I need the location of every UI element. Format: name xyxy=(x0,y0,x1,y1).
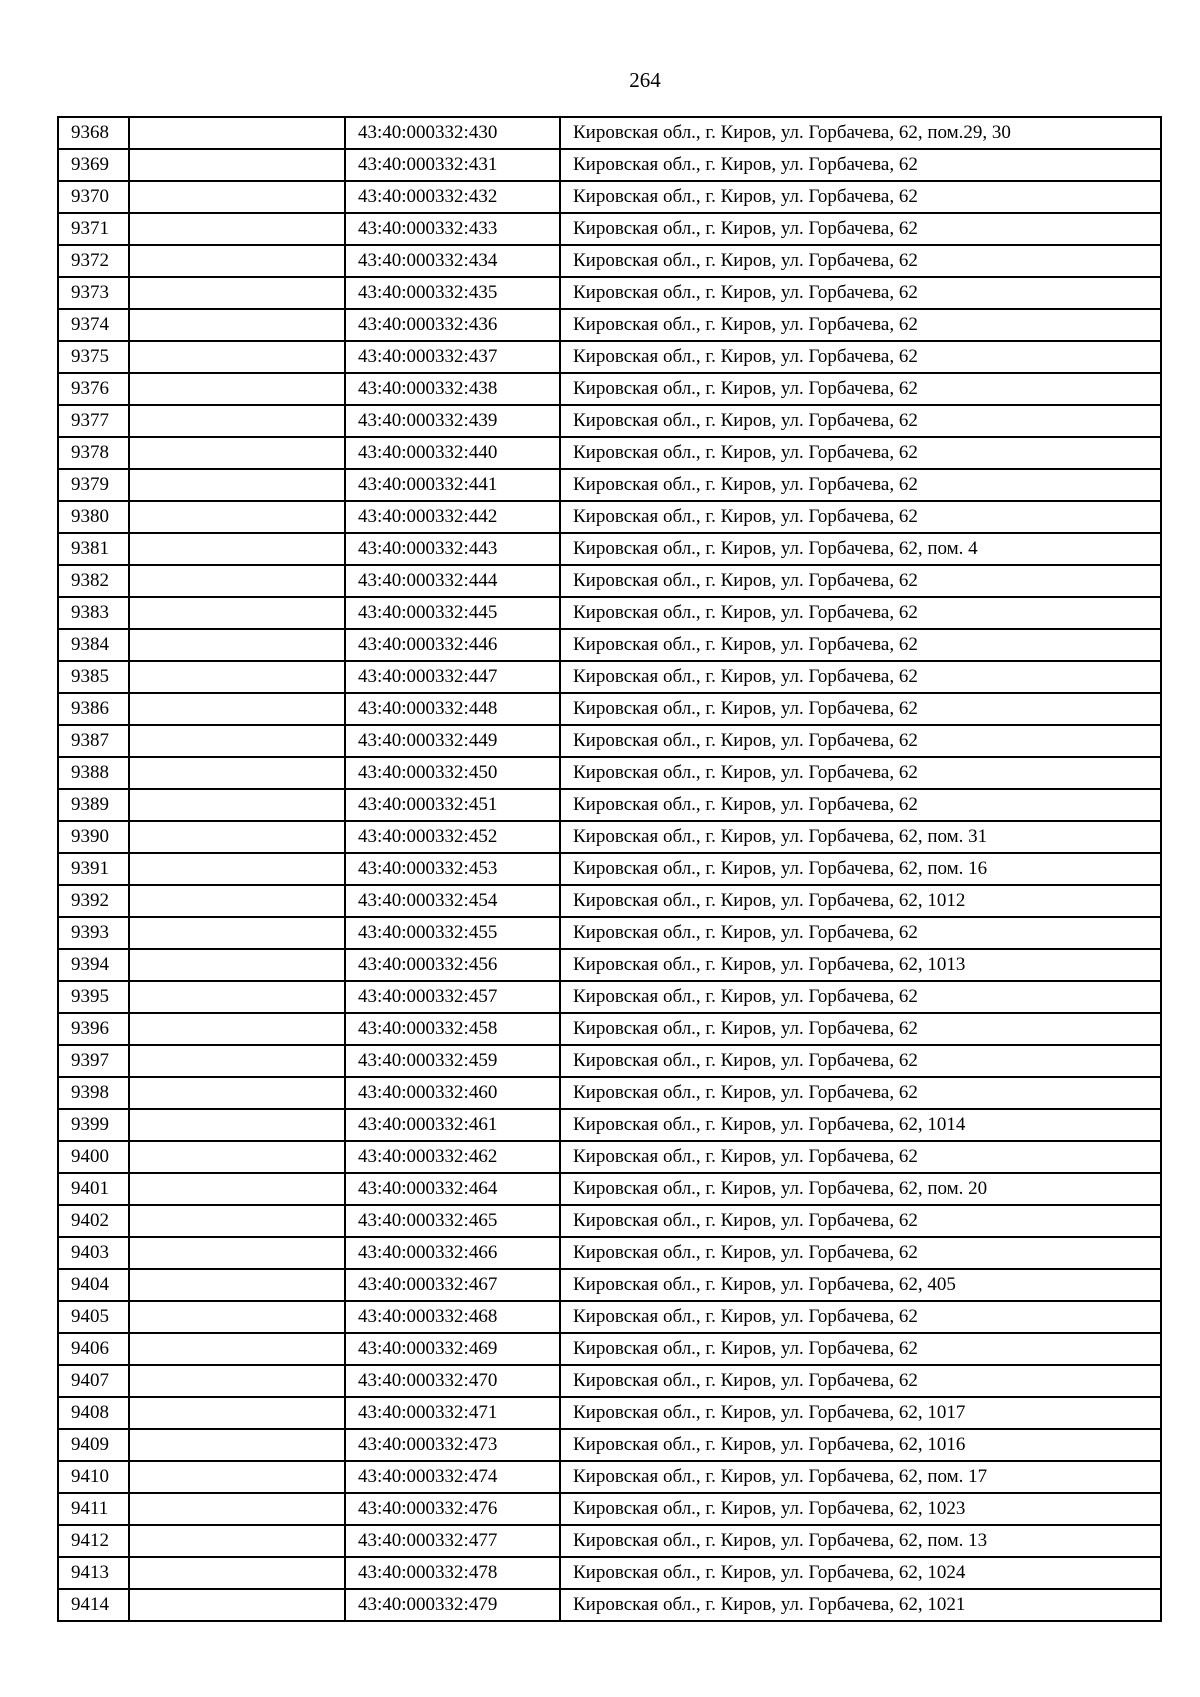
cadastral-number-cell: 43:40:000332:437 xyxy=(345,341,560,373)
address-cell: Кировская обл., г. Киров, ул. Горбачева, 62 xyxy=(560,661,1161,693)
empty-cell xyxy=(129,789,345,821)
table-row xyxy=(58,1589,1161,1621)
table-row xyxy=(58,821,1161,853)
address-cell: Кировская обл., г. Киров, ул. Горбачева, 62 xyxy=(560,373,1161,405)
cadastral-number-cell: 43:40:000332:470 xyxy=(345,1365,560,1397)
cadastral-number-cell: 43:40:000332:439 xyxy=(345,405,560,437)
row-number-cell: 9400 xyxy=(58,1141,129,1173)
table-row xyxy=(58,1013,1161,1045)
cadastral-number-cell: 43:40:000332:431 xyxy=(345,149,560,181)
address-cell: Кировская обл., г. Киров, ул. Горбачева, 62, пом. 13 xyxy=(560,1525,1161,1557)
empty-cell xyxy=(129,1237,345,1269)
address-cell: Кировская обл., г. Киров, ул. Горбачева, 62, 1013 xyxy=(560,949,1161,981)
address-cell: Кировская обл., г. Киров, ул. Горбачева, 62 xyxy=(560,341,1161,373)
cadastral-number-cell: 43:40:000332:458 xyxy=(345,1013,560,1045)
empty-cell xyxy=(129,821,345,853)
cadastral-number-cell: 43:40:000332:462 xyxy=(345,1141,560,1173)
empty-cell xyxy=(129,277,345,309)
address-cell: Кировская обл., г. Киров, ул. Горбачева, 62 xyxy=(560,757,1161,789)
empty-cell xyxy=(129,213,345,245)
table-row xyxy=(58,1269,1161,1301)
row-number-cell: 9371 xyxy=(58,213,129,245)
address-cell: Кировская обл., г. Киров, ул. Горбачева, 62 xyxy=(560,277,1161,309)
empty-cell xyxy=(129,1301,345,1333)
cadastral-number-cell: 43:40:000332:430 xyxy=(345,117,560,149)
cadastral-number-cell: 43:40:000332:473 xyxy=(345,1429,560,1461)
address-cell: Кировская обл., г. Киров, ул. Горбачева, 62, 1021 xyxy=(560,1589,1161,1621)
address-cell: Кировская обл., г. Киров, ул. Горбачева, 62 xyxy=(560,981,1161,1013)
row-number-cell: 9386 xyxy=(58,693,129,725)
cadastral-number-cell: 43:40:000332:448 xyxy=(345,693,560,725)
row-number-cell: 9369 xyxy=(58,149,129,181)
empty-cell xyxy=(129,757,345,789)
table-row xyxy=(58,1141,1161,1173)
row-number-cell: 9396 xyxy=(58,1013,129,1045)
row-number-cell: 9381 xyxy=(58,533,129,565)
table-row xyxy=(58,1077,1161,1109)
table-row xyxy=(58,437,1161,469)
row-number-cell: 9402 xyxy=(58,1205,129,1237)
address-cell: Кировская обл., г. Киров, ул. Горбачева, 62 xyxy=(560,1333,1161,1365)
address-cell: Кировская обл., г. Киров, ул. Горбачева, 62, пом.29, 30 xyxy=(560,117,1161,149)
address-cell: Кировская обл., г. Киров, ул. Горбачева, 62 xyxy=(560,501,1161,533)
row-number-cell: 9399 xyxy=(58,1109,129,1141)
table-row xyxy=(58,693,1161,725)
cadastral-number-cell: 43:40:000332:468 xyxy=(345,1301,560,1333)
cadastral-number-cell: 43:40:000332:434 xyxy=(345,245,560,277)
row-number-cell: 9379 xyxy=(58,469,129,501)
address-cell: Кировская обл., г. Киров, ул. Горбачева, 62, 1024 xyxy=(560,1557,1161,1589)
table-row xyxy=(58,1397,1161,1429)
empty-cell xyxy=(129,1525,345,1557)
row-number-cell: 9384 xyxy=(58,629,129,661)
table-row xyxy=(58,981,1161,1013)
row-number-cell: 9380 xyxy=(58,501,129,533)
empty-cell xyxy=(129,1205,345,1237)
cadastral-number-cell: 43:40:000332:446 xyxy=(345,629,560,661)
row-number-cell: 9382 xyxy=(58,565,129,597)
table-row xyxy=(58,661,1161,693)
row-number-cell: 9377 xyxy=(58,405,129,437)
address-cell: Кировская обл., г. Киров, ул. Горбачева, 62 xyxy=(560,437,1161,469)
address-cell: Кировская обл., г. Киров, ул. Горбачева, 62 xyxy=(560,405,1161,437)
table-row xyxy=(58,1461,1161,1493)
address-cell: Кировская обл., г. Киров, ул. Горбачева, 62, 1014 xyxy=(560,1109,1161,1141)
table-row xyxy=(58,725,1161,757)
address-cell: Кировская обл., г. Киров, ул. Горбачева, 62 xyxy=(560,245,1161,277)
row-number-cell: 9378 xyxy=(58,437,129,469)
empty-cell xyxy=(129,1365,345,1397)
table-row xyxy=(58,1493,1161,1525)
row-number-cell: 9409 xyxy=(58,1429,129,1461)
address-cell: Кировская обл., г. Киров, ул. Горбачева, 62 xyxy=(560,213,1161,245)
address-cell: Кировская обл., г. Киров, ул. Горбачева, 62 xyxy=(560,725,1161,757)
cadastral-number-cell: 43:40:000332:479 xyxy=(345,1589,560,1621)
table-body xyxy=(58,117,1161,1621)
address-cell: Кировская обл., г. Киров, ул. Горбачева, 62 xyxy=(560,1141,1161,1173)
table-row xyxy=(58,597,1161,629)
empty-cell xyxy=(129,1109,345,1141)
empty-cell xyxy=(129,1333,345,1365)
row-number-cell: 9373 xyxy=(58,277,129,309)
row-number-cell: 9413 xyxy=(58,1557,129,1589)
row-number-cell: 9398 xyxy=(58,1077,129,1109)
cadastral-number-cell: 43:40:000332:438 xyxy=(345,373,560,405)
table-row xyxy=(58,213,1161,245)
address-cell: Кировская обл., г. Киров, ул. Горбачева, 62, пом. 20 xyxy=(560,1173,1161,1205)
empty-cell xyxy=(129,181,345,213)
cadastral-number-cell: 43:40:000332:436 xyxy=(345,309,560,341)
row-number-cell: 9408 xyxy=(58,1397,129,1429)
table-row xyxy=(58,917,1161,949)
row-number-cell: 9404 xyxy=(58,1269,129,1301)
table-row xyxy=(58,181,1161,213)
address-cell: Кировская обл., г. Киров, ул. Горбачева, 62 xyxy=(560,1013,1161,1045)
row-number-cell: 9394 xyxy=(58,949,129,981)
empty-cell xyxy=(129,1173,345,1205)
cadastral-number-cell: 43:40:000332:466 xyxy=(345,1237,560,1269)
empty-cell xyxy=(129,1077,345,1109)
row-number-cell: 9385 xyxy=(58,661,129,693)
address-cell: Кировская обл., г. Киров, ул. Горбачева, 62 xyxy=(560,789,1161,821)
empty-cell xyxy=(129,1269,345,1301)
empty-cell xyxy=(129,1589,345,1621)
empty-cell xyxy=(129,1045,345,1077)
row-number-cell: 9391 xyxy=(58,853,129,885)
table-row xyxy=(58,1205,1161,1237)
empty-cell xyxy=(129,117,345,149)
table-row xyxy=(58,949,1161,981)
cadastral-number-cell: 43:40:000332:447 xyxy=(345,661,560,693)
table-row xyxy=(58,1525,1161,1557)
empty-cell xyxy=(129,533,345,565)
address-cell: Кировская обл., г. Киров, ул. Горбачева, 62 xyxy=(560,629,1161,661)
row-number-cell: 9406 xyxy=(58,1333,129,1365)
cadastral-number-cell: 43:40:000332:454 xyxy=(345,885,560,917)
address-cell: Кировская обл., г. Киров, ул. Горбачева, 62, 1017 xyxy=(560,1397,1161,1429)
cadastral-number-cell: 43:40:000332:456 xyxy=(345,949,560,981)
cadastral-number-cell: 43:40:000332:471 xyxy=(345,1397,560,1429)
row-number-cell: 9407 xyxy=(58,1365,129,1397)
address-cell: Кировская обл., г. Киров, ул. Горбачева, 62 xyxy=(560,181,1161,213)
row-number-cell: 9392 xyxy=(58,885,129,917)
empty-cell xyxy=(129,885,345,917)
table-row xyxy=(58,117,1161,149)
address-cell: Кировская обл., г. Киров, ул. Горбачева, 62, 405 xyxy=(560,1269,1161,1301)
address-cell: Кировская обл., г. Киров, ул. Горбачева, 62, 1012 xyxy=(560,885,1161,917)
table-row xyxy=(58,1237,1161,1269)
address-cell: Кировская обл., г. Киров, ул. Горбачева, 62 xyxy=(560,1365,1161,1397)
address-cell: Кировская обл., г. Киров, ул. Горбачева, 62 xyxy=(560,693,1161,725)
empty-cell xyxy=(129,245,345,277)
address-cell: Кировская обл., г. Киров, ул. Горбачева, 62 xyxy=(560,1077,1161,1109)
cadastral-number-cell: 43:40:000332:435 xyxy=(345,277,560,309)
empty-cell xyxy=(129,1493,345,1525)
cadastral-number-cell: 43:40:000332:452 xyxy=(345,821,560,853)
cadastral-number-cell: 43:40:000332:432 xyxy=(345,181,560,213)
address-cell: Кировская обл., г. Киров, ул. Горбачева, 62 xyxy=(560,565,1161,597)
cadastral-number-cell: 43:40:000332:433 xyxy=(345,213,560,245)
address-cell: Кировская обл., г. Киров, ул. Горбачева, 62 xyxy=(560,1237,1161,1269)
empty-cell xyxy=(129,1557,345,1589)
cadastral-number-cell: 43:40:000332:442 xyxy=(345,501,560,533)
address-cell: Кировская обл., г. Киров, ул. Горбачева, 62 xyxy=(560,1301,1161,1333)
address-cell: Кировская обл., г. Киров, ул. Горбачева, 62 xyxy=(560,469,1161,501)
table-row xyxy=(58,309,1161,341)
row-number-cell: 9390 xyxy=(58,821,129,853)
table-row xyxy=(58,501,1161,533)
table-row xyxy=(58,341,1161,373)
table-row xyxy=(58,789,1161,821)
row-number-cell: 9397 xyxy=(58,1045,129,1077)
page-number: 264 xyxy=(629,68,661,92)
table-row xyxy=(58,1173,1161,1205)
address-cell: Кировская обл., г. Киров, ул. Горбачева, 62, 1016 xyxy=(560,1429,1161,1461)
table-row xyxy=(58,277,1161,309)
empty-cell xyxy=(129,1461,345,1493)
row-number-cell: 9401 xyxy=(58,1173,129,1205)
address-cell: Кировская обл., г. Киров, ул. Горбачева, 62, пом. 16 xyxy=(560,853,1161,885)
cadastral-number-cell: 43:40:000332:464 xyxy=(345,1173,560,1205)
address-cell: Кировская обл., г. Киров, ул. Горбачева, 62, пом. 4 xyxy=(560,533,1161,565)
row-number-cell: 9410 xyxy=(58,1461,129,1493)
empty-cell xyxy=(129,501,345,533)
cadastral-number-cell: 43:40:000332:440 xyxy=(345,437,560,469)
table-row xyxy=(58,1109,1161,1141)
address-cell: Кировская обл., г. Киров, ул. Горбачева, 62, 1023 xyxy=(560,1493,1161,1525)
row-number-cell: 9389 xyxy=(58,789,129,821)
row-number-cell: 9412 xyxy=(58,1525,129,1557)
empty-cell xyxy=(129,1397,345,1429)
row-number-cell: 9395 xyxy=(58,981,129,1013)
row-number-cell: 9374 xyxy=(58,309,129,341)
cadastral-number-cell: 43:40:000332:444 xyxy=(345,565,560,597)
table-row xyxy=(58,149,1161,181)
cadastral-number-cell: 43:40:000332:477 xyxy=(345,1525,560,1557)
empty-cell xyxy=(129,1013,345,1045)
empty-cell xyxy=(129,341,345,373)
empty-cell xyxy=(129,981,345,1013)
cadastral-number-cell: 43:40:000332:459 xyxy=(345,1045,560,1077)
table-row xyxy=(58,629,1161,661)
address-cell: Кировская обл., г. Киров, ул. Горбачева, 62, пом. 31 xyxy=(560,821,1161,853)
table-row xyxy=(58,1045,1161,1077)
empty-cell xyxy=(129,949,345,981)
row-number-cell: 9411 xyxy=(58,1493,129,1525)
registry-table xyxy=(57,116,1162,1622)
cadastral-number-cell: 43:40:000332:443 xyxy=(345,533,560,565)
address-cell: Кировская обл., г. Киров, ул. Горбачева, 62 xyxy=(560,1045,1161,1077)
table-row xyxy=(58,469,1161,501)
cadastral-number-cell: 43:40:000332:461 xyxy=(345,1109,560,1141)
table-row xyxy=(58,373,1161,405)
row-number-cell: 9372 xyxy=(58,245,129,277)
table-row xyxy=(58,757,1161,789)
row-number-cell: 9370 xyxy=(58,181,129,213)
row-number-cell: 9388 xyxy=(58,757,129,789)
table-row xyxy=(58,853,1161,885)
row-number-cell: 9376 xyxy=(58,373,129,405)
cadastral-number-cell: 43:40:000332:465 xyxy=(345,1205,560,1237)
empty-cell xyxy=(129,693,345,725)
cadastral-number-cell: 43:40:000332:474 xyxy=(345,1461,560,1493)
empty-cell xyxy=(129,437,345,469)
address-cell: Кировская обл., г. Киров, ул. Горбачева, 62 xyxy=(560,149,1161,181)
cadastral-number-cell: 43:40:000332:449 xyxy=(345,725,560,757)
empty-cell xyxy=(129,661,345,693)
table-row xyxy=(58,1429,1161,1461)
empty-cell xyxy=(129,853,345,885)
row-number-cell: 9393 xyxy=(58,917,129,949)
address-cell: Кировская обл., г. Киров, ул. Горбачева, 62 xyxy=(560,917,1161,949)
empty-cell xyxy=(129,1141,345,1173)
empty-cell xyxy=(129,373,345,405)
address-cell: Кировская обл., г. Киров, ул. Горбачева, 62 xyxy=(560,1205,1161,1237)
cadastral-number-cell: 43:40:000332:457 xyxy=(345,981,560,1013)
cadastral-number-cell: 43:40:000332:478 xyxy=(345,1557,560,1589)
address-cell: Кировская обл., г. Киров, ул. Горбачева, 62 xyxy=(560,597,1161,629)
cadastral-number-cell: 43:40:000332:453 xyxy=(345,853,560,885)
cadastral-number-cell: 43:40:000332:455 xyxy=(345,917,560,949)
empty-cell xyxy=(129,917,345,949)
empty-cell xyxy=(129,597,345,629)
row-number-cell: 9375 xyxy=(58,341,129,373)
cadastral-number-cell: 43:40:000332:450 xyxy=(345,757,560,789)
row-number-cell: 9383 xyxy=(58,597,129,629)
cadastral-number-cell: 43:40:000332:476 xyxy=(345,1493,560,1525)
table-row xyxy=(58,533,1161,565)
address-cell: Кировская обл., г. Киров, ул. Горбачева, 62 xyxy=(560,309,1161,341)
cadastral-number-cell: 43:40:000332:469 xyxy=(345,1333,560,1365)
table-row xyxy=(58,1365,1161,1397)
empty-cell xyxy=(129,149,345,181)
address-cell: Кировская обл., г. Киров, ул. Горбачева, 62, пом. 17 xyxy=(560,1461,1161,1493)
row-number-cell: 9368 xyxy=(58,117,129,149)
table-row xyxy=(58,1557,1161,1589)
cadastral-number-cell: 43:40:000332:441 xyxy=(345,469,560,501)
empty-cell xyxy=(129,725,345,757)
cadastral-number-cell: 43:40:000332:451 xyxy=(345,789,560,821)
table-row xyxy=(58,565,1161,597)
row-number-cell: 9405 xyxy=(58,1301,129,1333)
cadastral-number-cell: 43:40:000332:445 xyxy=(345,597,560,629)
empty-cell xyxy=(129,629,345,661)
row-number-cell: 9403 xyxy=(58,1237,129,1269)
table-row xyxy=(58,405,1161,437)
row-number-cell: 9387 xyxy=(58,725,129,757)
empty-cell xyxy=(129,469,345,501)
empty-cell xyxy=(129,309,345,341)
cadastral-number-cell: 43:40:000332:460 xyxy=(345,1077,560,1109)
row-number-cell: 9414 xyxy=(58,1589,129,1621)
cadastral-number-cell: 43:40:000332:467 xyxy=(345,1269,560,1301)
table-row xyxy=(58,245,1161,277)
empty-cell xyxy=(129,405,345,437)
table-row xyxy=(58,885,1161,917)
empty-cell xyxy=(129,1429,345,1461)
table-row xyxy=(58,1301,1161,1333)
empty-cell xyxy=(129,565,345,597)
table-row xyxy=(58,1333,1161,1365)
